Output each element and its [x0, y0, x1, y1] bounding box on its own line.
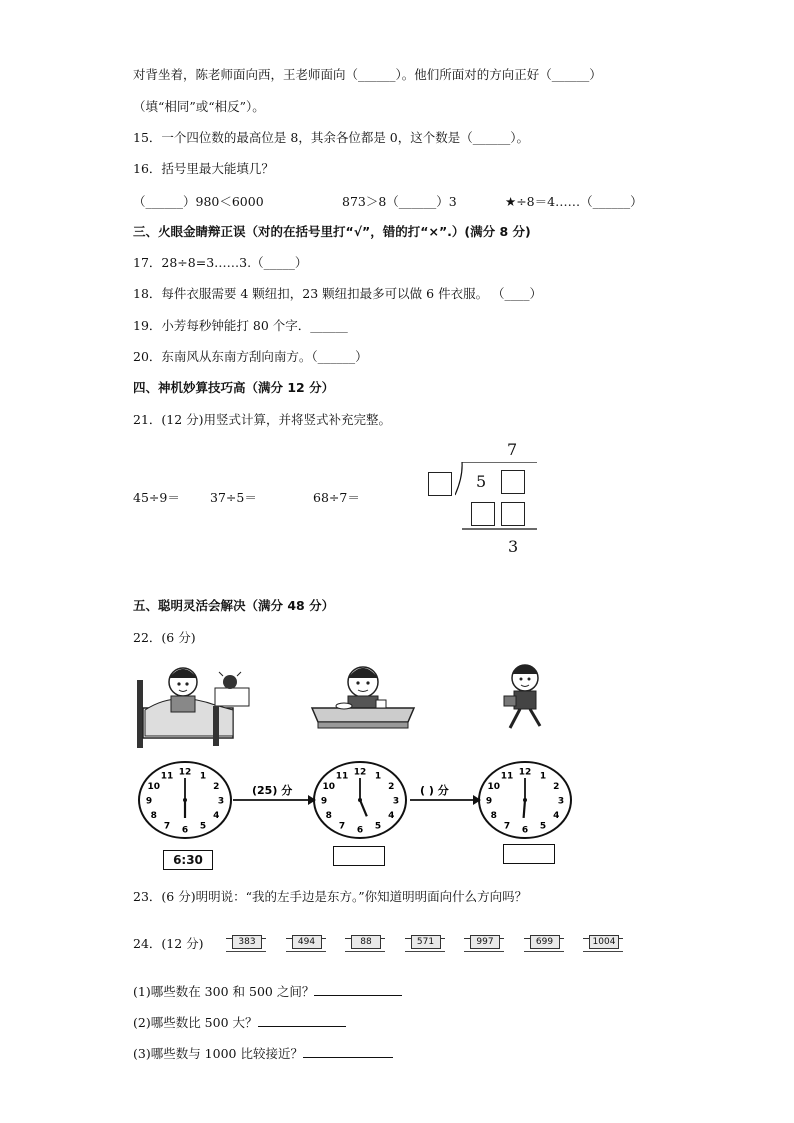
clock-numeral: 5 [539, 821, 547, 832]
clock-numeral: 6 [356, 825, 364, 836]
clock-numeral: 4 [213, 811, 220, 821]
clock-numeral: 7 [503, 821, 511, 832]
clock-numeral: 11 [500, 771, 514, 782]
question-20: 20．东南风从东南方刮向南方。（______） [133, 349, 368, 364]
dividend-box[interactable] [501, 470, 525, 494]
question-24: 24．(12 分) [133, 936, 204, 951]
q24-3-text: (3)哪些数与 1000 比较接近？ [133, 1046, 303, 1061]
clock-3 [479, 762, 571, 838]
section-4-heading: 四、神机妙算技巧高（满分 12 分） [133, 380, 335, 395]
number-card [345, 934, 385, 950]
time-box-1: 6:30 [163, 850, 213, 870]
number-card-value: 571 [411, 935, 441, 949]
clock-numeral: 3 [557, 796, 565, 807]
arrow-2-label: ( ) 分 [420, 784, 449, 797]
question-15: 15．一个四位数的最高位是 8，其余各位都是 0，这个数是（______）。 [133, 130, 530, 145]
number-card-feet [405, 947, 445, 952]
clock-numeral: 6 [521, 825, 529, 836]
question-19: 19．小芳每秒钟能打 80 个字．______ [133, 318, 348, 333]
clock-numeral: 2 [553, 782, 560, 792]
question-24-part-1 [133, 984, 402, 1000]
clock-1 [139, 762, 231, 838]
clock-numeral: 9 [145, 796, 153, 807]
clock-center [523, 798, 527, 802]
boy-waking-up-illustration [135, 660, 255, 750]
answer-line-3[interactable] [303, 1057, 393, 1058]
calc-3: 68÷7＝ [313, 490, 360, 505]
q16-item-c: ★÷8＝4……（______） [505, 194, 643, 209]
number-card-value: 88 [351, 935, 381, 949]
quotient-digit: 7 [507, 440, 518, 459]
arrow-1-label: (25) 分 [252, 784, 293, 797]
boy-running-to-school-illustration [500, 660, 550, 735]
divisor-box[interactable] [428, 472, 452, 496]
clock-numeral: 5 [374, 821, 382, 832]
clock-numeral: 12 [353, 767, 367, 778]
number-card [405, 934, 445, 950]
number-card [583, 934, 623, 950]
number-card-feet [345, 947, 385, 952]
number-card-value: 383 [232, 935, 262, 949]
question-22: 22．(6 分) [133, 630, 196, 645]
clock-numeral: 1 [199, 771, 207, 782]
clock-numeral: 10 [487, 782, 501, 792]
q24-1-text: (1)哪些数在 300 和 500 之间？ [133, 984, 315, 999]
question-24-part-3 [133, 1046, 393, 1062]
number-card [464, 934, 504, 950]
clock-numeral: 9 [485, 796, 493, 807]
clock-numeral: 8 [325, 811, 332, 821]
clock-numeral: 11 [160, 771, 174, 782]
answer-line-2[interactable] [258, 1026, 346, 1027]
question-21: 21．(12 分)用竖式计算，并将竖式补充完整。 [133, 412, 392, 427]
clock-numeral: 7 [163, 821, 171, 832]
clock-numeral: 1 [539, 771, 547, 782]
clock-numeral: 3 [392, 796, 400, 807]
number-card [226, 934, 266, 950]
section-3-heading: 三、火眼金睛辩正误（对的在括号里打“√”，错的打“×”.）(满分 8 分) [133, 224, 531, 239]
q16-item-b: 873＞8（______）3 [342, 194, 457, 209]
clock-center [183, 798, 187, 802]
product-box-2[interactable] [501, 502, 525, 526]
number-card-value: 997 [470, 935, 500, 949]
dividend-digit: 5 [476, 472, 487, 491]
clock-numeral: 10 [147, 782, 161, 792]
calc-2: 37÷5＝ [210, 490, 257, 505]
question-23: 23．(6 分)明明说：“我的左手边是东方。”你知道明明面向什么方向吗？ [133, 889, 528, 904]
number-card [524, 934, 564, 950]
clock-numeral: 11 [335, 771, 349, 782]
clock-2 [314, 762, 406, 838]
number-card-feet [226, 947, 266, 952]
clock-numeral: 7 [338, 821, 346, 832]
clock-numeral: 12 [518, 767, 532, 778]
division-bracket-lines [455, 462, 545, 532]
q14-continuation: 对背坐着，陈老师面向西，王老师面向（______）。他们所面对的方向正好（______） [133, 67, 602, 82]
number-card-feet [524, 947, 564, 952]
time-box-3[interactable] [503, 844, 555, 864]
question-17: 17．28÷8=3……3.（_____） [133, 255, 308, 270]
number-card-value: 699 [530, 935, 560, 949]
clock-numeral: 5 [199, 821, 207, 832]
clock-numeral: 9 [320, 796, 328, 807]
number-card-feet [286, 947, 326, 952]
number-card-value: 1004 [589, 935, 619, 949]
number-card-feet [464, 947, 504, 952]
clock-numeral: 6 [181, 825, 189, 836]
question-16: 16．括号里最大能填几？ [133, 161, 274, 176]
number-card [286, 934, 326, 950]
clock-numeral: 12 [178, 767, 192, 778]
calc-1: 45÷9＝ [133, 490, 180, 505]
clock-numeral: 3 [217, 796, 225, 807]
clock-numeral: 8 [490, 811, 497, 821]
time-box-2[interactable] [333, 846, 385, 866]
clock-numeral: 2 [213, 782, 220, 792]
number-card-value: 494 [292, 935, 322, 949]
product-box-1[interactable] [471, 502, 495, 526]
q16-item-a: （______）980＜6000 [133, 194, 264, 209]
q24-2-text: (2)哪些数比 500 大？ [133, 1015, 258, 1030]
question-24-part-2 [133, 1015, 346, 1031]
clock-numeral: 2 [388, 782, 395, 792]
remainder-digit: 3 [508, 537, 519, 556]
clock-numeral: 4 [553, 811, 560, 821]
clock-numeral: 4 [388, 811, 395, 821]
hour-hand [524, 800, 525, 818]
clock-center [358, 798, 362, 802]
clock-numeral: 1 [374, 771, 382, 782]
number-card-feet [583, 947, 623, 952]
answer-line-1[interactable] [314, 995, 402, 996]
boy-eating-illustration [310, 662, 420, 732]
clock-numeral: 10 [322, 782, 336, 792]
clock-numeral: 8 [150, 811, 157, 821]
section-5-heading: 五、聪明灵活会解决（满分 48 分） [133, 598, 335, 613]
question-18: 18．每件衣服需要 4 颗纽扣，23 颗纽扣最多可以做 6 件衣服。 （____） [133, 286, 543, 301]
q14-hint: （填“相同”或“相反”）。 [133, 99, 265, 114]
